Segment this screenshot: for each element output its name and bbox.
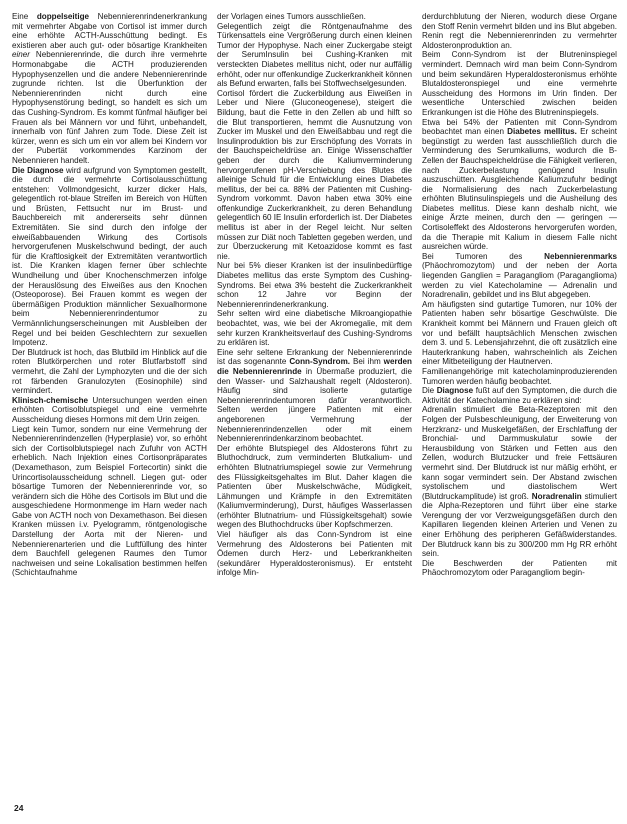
paragraph: Die Beschwerden der Patienten mit Phäochromozytom oder Paragangliom begin- (422, 558, 617, 578)
column-2 (217, 12, 412, 807)
text-columns (12, 12, 617, 807)
paragraph: Klinisch-chemische Untersuchungen werden einen erhöhten Cortisolblutspiegel und eine vermehrte Ausscheidung dieses Hormons mit dem Urin zeigen. (12, 395, 207, 424)
paragraph: Beim Conn-Syndrom ist der Blutreninspiegel vermindert. Demnach wird man beim Conn-Syndrom und beim sekundären Hyperaldosteronismus erhöhte Blutaldosteronspiegel und eine vermehrte Ausscheidung des Hormons im Urin finden. Der wesentliche Unterschied zwischen beiden Erkrankungen ist die Höhe des Blutreninspiegels. (422, 50, 617, 117)
paragraph: Der Blutdruck ist hoch, das Blutbild im Hinblick auf die roten Blutkörperchen und roter Blutfarbstoff sind vermehrt, die Zahl der Lymphozyten und die der sich rot färbenden Granulozyten (Eosinophile) sind vermindert. (12, 347, 207, 396)
column-1 (12, 12, 207, 807)
paragraph: Viel häufiger als das Conn-Syndrom ist eine Vermehrung des Aldosterons bei Patienten mit Ödemen durch Herz- und Leberkrankheiten (sekundärer Hyperaldosteronismus). Er entsteht infolge Min- (217, 530, 412, 578)
paragraph: Etwa bei 54% der Patienten mit Conn-Syndrom beobachtet man einen Diabetes mellitus. Er scheint begünstigt zu werden fast ausschließlich durch die Verminderung des Serumkaliums, wodurch die B-Zellen der Bauchspeicheldrüse die Fähigkeit verlieren, nach Zuckerbelastung genügend Insulin auszuschütten. Ausgleichende Kaliumzufuhr bedingt die Normalisierung des nach Zuckerbelastung erhöhten Blutinsulinspiegels und die Ausheilung des Diabetes mellitus. Diese kann deshalb nicht, wie einige Ärzte meinen, durch den — geringen — Cortisoleffekt des Aldosterons hervorgerufen worden, da die Therapie mit Kalium in diesem Falle nicht ausreichen würde. (422, 117, 617, 252)
paragraph: Sehr selten wird eine diabetische Mikroangiopathie beobachtet, was, wie bei der Akromegalie, mit dem sehr kurzen Krankheitsverlauf des Cushing-Syndroms zu erklären ist. (217, 309, 412, 348)
paragraph: Familienangehörige mit katecholaminproduzierenden Tumoren werden häufig beobachtet. (422, 366, 617, 386)
paragraph: Liegt kein Tumor, sondern nur eine Vermehrung der Nebennierenrindenzellen (Hyperplasie) vor, so erhöht sich der Cortisolblutspiegel nach Zufuhr von ACTH erheblich. Nach Injektion eines Cortisonpräparates (Dexamethason, zum Beispiel Fortecortin) sinkt die Urincortisolausscheidung schnell. Liegen gut- oder bösartige Tumoren der Nebennierenrinde vor, so verändern sich die Höhe des Cortisols im Blut und die ausgeschiedene Hormonmenge im Harn weder nach Gabe von ACTH noch von Dexamethason. Bei diesen Kranken müssen i.v. Pyelogramm, röntgenologische Darstellung der Aorta mit der Nieren- und Nebennierenarterien und die Luftfüllung des hinter dem Bauchfell gelegenen Raumes den Tumor nachweisen und seine Lokalisation bestimmen helfen (Schichtaufnahme (12, 424, 207, 578)
paragraph: der Vorlagen eines Tumors ausschließen. (217, 12, 366, 21)
paragraph: Eine doppelseitige Nebennierenrindenerkrankung mit vermehrter Abgabe von Cortisol ist immer durch eine erhöhte ACTH-Ausschüttung bedingt. Es existieren aber auch gut- oder bösartige Krankheiten einer Nebennierenrinde, die durch ihre vermehrte Hormonabgabe die ACTH produzierenden Hypophysenzellen und die andere Nebennierenrinde zugrunde richten. Ist die Überfunktion der Nebennierenrinden nicht durch eine Hypophysenstörung bedingt, so handelt es sich um das Cushing-Syndrom. Es kommt fünfmal häufiger bei Frauen als bei Männern vor und führt, unbehandelt, innerhalb von fünf Jahren zum Tode. Diese Zeit ist kürzer, wenn es sich um ein vor allem bei Kindern vor der Pubertät vorkommendes Karzinom der Nebennieren handelt. (12, 12, 207, 165)
column-3 (422, 12, 617, 807)
paragraph: Cortisol fördert die Zuckerbildung aus Eiweißen in Leber und Niere (Gluconeogenese), steigert die Bildung, baut die Fette in den Zellen ab und hilft so die Blut transportieren, hemmt die Ausnutzung von Zucker im Muskel und den Eiweißabbau und regt die Insulinproduktion bis zur Erschöpfung des Vorrats in der Bauchspeicheldrüse an. Einige Wissenschaftler geben der durch die Kaliumverminderung hervorgerufenen pH-Verschiebung des Blutes die alleinige Schuld für die Entwicklung eines Diabetes mellitus, der bei ca. 88% der Patienten mit Cushing-Syndrom vorkommt. Davon haben etwa 30% eine offenkundige Zuckerkrankheit, zu deren Behandlung gelegentlich 60 IE Insulin erforderlich ist. Der Diabetes mellitus ist aber in der Regel leicht. Nur selten müssen zur Diät noch Tabletten gegeben werden, und zur Überzuckerung mit Ketoazidose kommt es fast nie. (217, 88, 412, 261)
paragraph: Die Diagnose fußt auf den Symptomen, die durch die Aktivität der Katecholamine zu erklären sind: (422, 386, 617, 405)
paragraph: derdurchblutung der Nieren, wodurch diese Organe den Stoff Renin vermehrt bilden und ins Blut abgeben. Renin regt die Nebennierenrinden zu vermehrter Aldosteronproduktion an. (422, 12, 617, 50)
paragraph: Am häufigsten sind gutartige Tumoren, nur 10% der Patienten haben sehr bösartige Geschwülste. Die Krankheit kommt bei Männern und Frauen gleich oft vor und befällt hauptsächlich Menschen zwischen dem 3. und 5. Lebensjahrzehnt, die oft zusätzlich eine Hauterkrankung haben, wahrscheinlich als Zeichen einer Mitbeteiligung der Hautnerven. (422, 299, 617, 367)
paragraph: Gelegentlich zeigt die Röntgenaufnahme des Türkensattels eine Vergrößerung durch einen kleinen Tumor der Hypophyse. Nach einer Zuckergabe steigt der SerumInsulin bei Cushing-Kranken mit versteckten Diabetes mellitus nicht, oder nur auffällig erhöht, oder nur offenkundige Zuckerkrankheit können als Befund erwarten, falls bei Stoffwechselgesunden. (217, 21, 412, 89)
paragraph: Adrenalin stimuliert die Beta-Rezeptoren mit den Folgen der Pulsbeschleunigung, der Erweiterung von Herzkranz- und Muskelgefäßen, der Erschlaffung der Bronchial- und Darmmuskulatur sowie der Herausbildung von Stärken und Fetten aus den Zellen, wodurch Blutzucker und freie Fettsäuren vermehrt sind. Der Blutdruck ist nur mäßig erhöht, er kann sogar vermindert sein. Der Abstand zwischen systolischem und diastolischem Wert (Blutdruckamplitude) ist groß. Noradrenalin stimuliert die Alpha-Rezeptoren und führt über eine starke Verengung der vor Verzweigungsgefäßen durch den Kapillaren liegenden kleinen Arterien und Venen zu einer Erhöhung des peripheren Gefäßwiderstandes. Der Blutdruck kann bis zu 300/200 mm Hg RR erhöht sein. (422, 405, 617, 559)
paragraph: Eine sehr seltene Erkrankung der Nebennierenrinde ist das sogenannte Conn-Syndrom. Bei ihm werden die Nebennierenrinde in Übermaße produziert, die den Wasser- und Salzhaushalt regelt (Aldosteron). Häufig sind isolierte gutartige Nebennierenrindentumoren dafür verantwortlich. Selten werden jüngere Patienten mit einer angeborenen Vermehrung der Nebennierenrindenzellen oder mit einem Nebennierenrindenkarzinom beobachtet. (217, 347, 412, 444)
paragraph: Nur bei 5% dieser Kranken ist der insulinbedürftige Diabetes mellitus das erste Symptom des Cushing-Syndroms. Bei etwa 3% besteht die Zuckerkrankheit schon 12 Jahre vor Beginn der Nebennierenrindenerkrankung. (217, 261, 412, 309)
paragraph: Der erhöhte Blutspiegel des Aldosterons führt zu Bluthochdruck, zum verminderten Blutkalium- und erhöhten Blutnatriumspiegel sowie zur Vermehrung des Flüssigkeitsgehaltes im Blut. Daher klagen die Patienten über Muskelschwäche, Müdigkeit, Lähmungen und Krämpfe in den Extremitäten (Kaliumverminderung), Durst, häufiges Wasserlassen (erhöhter Blutnatrium- und Flüssigkeitsgehalt) sowie wegen des Bluthochdrucks über Kopfschmerzen. (217, 443, 412, 530)
paragraph: Bei Tumoren des Nebennierenmarks (Phäochromozytom) und der neben der Aorta liegenden Ganglien = Paragangliom (Paraganglioma) werden zu viel Katecholamine — Adrenalin und Noradrenalin, gebildet und ins Blut abgegeben. (422, 251, 617, 300)
page-number: 24 (14, 803, 24, 813)
paragraph: Die Diagnose wird aufgrund von Symptomen gestellt, die durch die vermehrte Cortisolausschüttung entstehen: Vollmondgesicht, kurzer dicker Hals, gelegentlich rot-blaue Streifen im Bereich von Hüften und Brüsten, Fettsucht nur im Brust- und Bauchbereich mit andererseits sehr dünnen Extremitäten. Sie sind durch den infolge der eiweißabbauenden Wirkung des Cortisols hervorgerufenen Muskelschwund bedingt, der auch für die Kraftlosigkeit der Extremitäten verantwortlich ist. Die Kranken klagen ferner über schlechte Wundheilung und über Knochenschmerzen infolge der Herauslösung des Eiweißes aus den Knochen (Osteoporose). Bei Frauen kommt es wegen der übermäßigen Produktion männlicher Sexualhormone beim Nebennierenrindentumor zu Vermännlichungserscheinungen mit Ausbleiben der Regel und bei beiden Geschlechtern zur sexuellen Impotenz. (12, 165, 207, 348)
